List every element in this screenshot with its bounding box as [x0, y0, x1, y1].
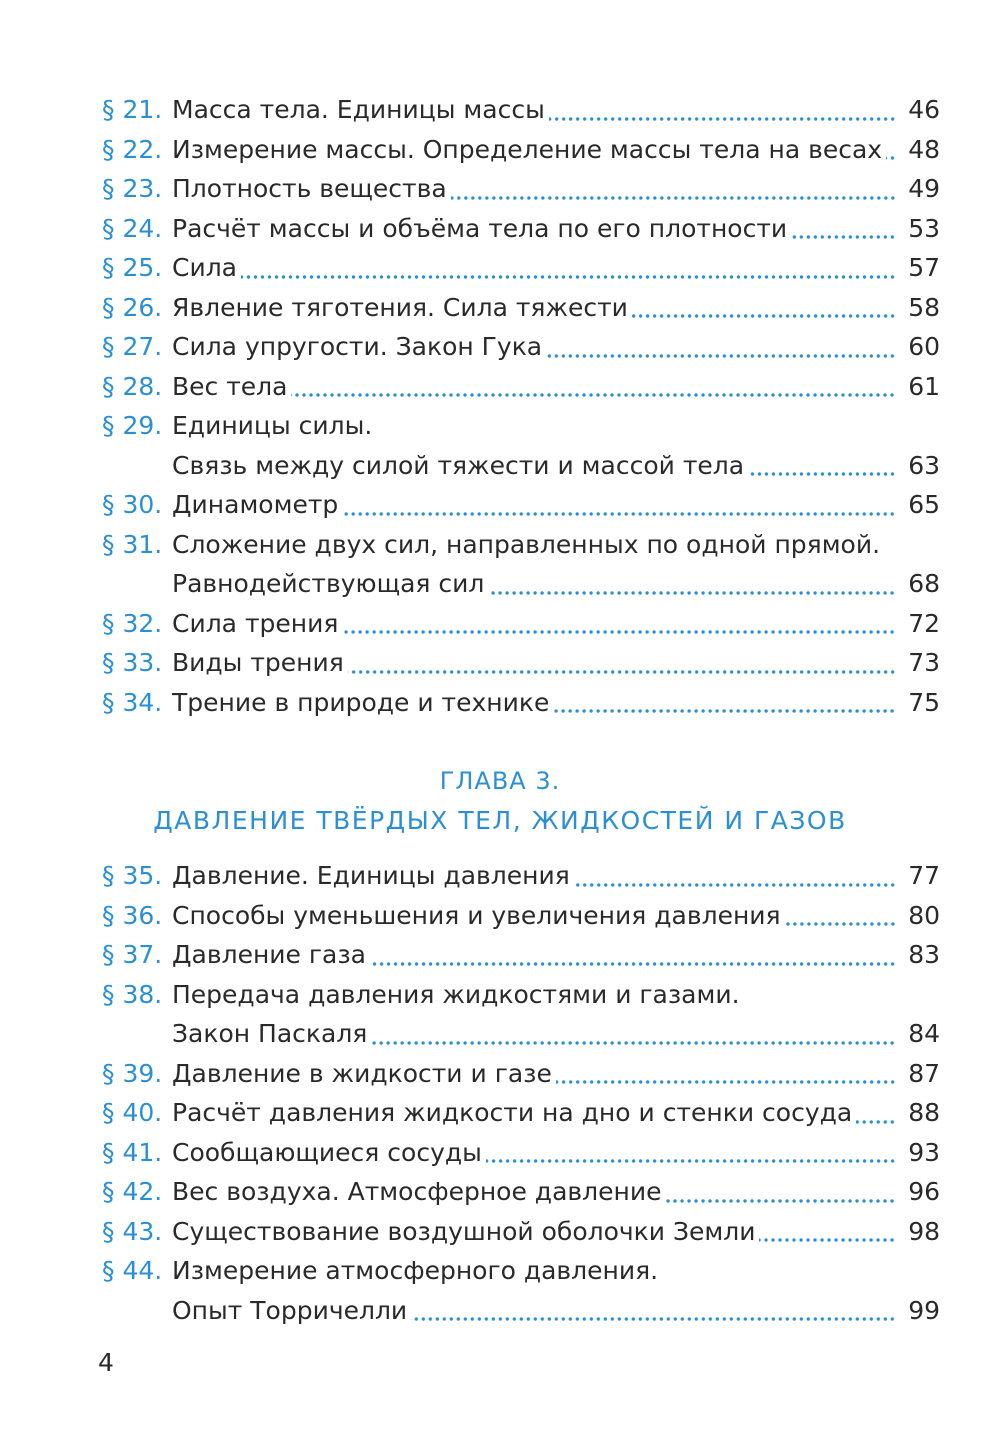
- section-title: Способы уменьшения и увеличения давления: [172, 900, 781, 930]
- chapter-label: ГЛАВА 3.: [439, 767, 561, 795]
- section-title: Масса тела. Единицы массы: [172, 95, 545, 124]
- section-number: § 42.: [102, 1177, 163, 1206]
- section-title: Динамометр: [172, 490, 339, 519]
- section-number: § 35.: [102, 861, 163, 890]
- section-number: § 36.: [102, 900, 163, 930]
- toc-entry: [0, 1054, 1000, 1094]
- toc-entry: [0, 564, 1000, 604]
- toc-entry: [0, 1133, 1000, 1173]
- toc-entry-line: [172, 130, 940, 170]
- section-title: Измерение массы. Определение массы тела на весах: [172, 134, 883, 164]
- toc-entry-line: [172, 1093, 940, 1133]
- dot-leader: [556, 1080, 896, 1084]
- toc-entry-line: [172, 327, 940, 367]
- dot-leader: [241, 275, 896, 279]
- section-title: Явление тяготения. Сила тяжести: [172, 292, 628, 322]
- section-number: § 23.: [102, 174, 163, 203]
- chapter-heading: [0, 761, 1000, 841]
- section-title: Связь между силой тяжести и массой тела: [172, 450, 745, 480]
- toc-entry-line: [172, 643, 940, 683]
- toc-entry-line: [172, 564, 940, 604]
- section-number: § 31.: [102, 529, 163, 559]
- dot-leader: [856, 1120, 896, 1124]
- section-number: § 41.: [102, 1137, 163, 1167]
- toc-entry-line: [172, 1014, 940, 1054]
- toc-entry: [0, 485, 1000, 525]
- section-number: § 37.: [102, 940, 163, 969]
- page-ref: 53: [908, 213, 940, 243]
- dot-leader: [370, 962, 896, 966]
- section-number: § 44.: [102, 1256, 163, 1285]
- section-title: Сила трения: [172, 608, 339, 638]
- section-title: Расчёт давления жидкости на дно и стенки сосуда: [172, 1098, 853, 1127]
- toc-entry-line: [172, 209, 940, 249]
- section-title: Трение в природе и технике: [172, 687, 550, 717]
- page-ref: 72: [908, 608, 940, 638]
- toc-entry-line: [172, 367, 940, 407]
- toc-entry: [0, 446, 1000, 486]
- toc-entry-line: [172, 169, 940, 209]
- toc-entry: [0, 209, 1000, 249]
- toc-entry: [0, 406, 1000, 446]
- section-title: Вес тела: [172, 371, 288, 401]
- dot-leader: [348, 670, 896, 674]
- dot-leader: [342, 630, 896, 634]
- toc-entry-line: [172, 1291, 940, 1331]
- dot-leader: [785, 922, 896, 926]
- chapter-title: ДАВЛЕНИЕ ТВЁРДЫХ ТЕЛ, ЖИДКОСТЕЙ И ГАЗОВ: [153, 806, 847, 835]
- toc-entry-line: [172, 525, 940, 565]
- section-title: Вес воздуха. Атмосферное давление: [172, 1177, 662, 1206]
- toc-entry-line: [172, 1251, 940, 1291]
- page-ref: 80: [908, 900, 940, 930]
- dot-leader: [748, 472, 896, 476]
- dot-leader: [342, 512, 896, 516]
- dot-leader: [451, 196, 896, 200]
- section-title: Равнодействующая сил: [172, 569, 485, 598]
- page-ref: 75: [908, 687, 940, 717]
- page-ref: 83: [908, 940, 940, 969]
- toc-entry: [0, 327, 1000, 367]
- page-ref: 84: [908, 1019, 940, 1048]
- page-ref: 73: [908, 648, 940, 677]
- dot-leader: [886, 156, 896, 160]
- section-title: Плотность вещества: [172, 174, 447, 203]
- toc-entry-line: [172, 683, 940, 723]
- section-title: Опыт Торричелли: [172, 1295, 408, 1325]
- section-number: § 34.: [102, 687, 163, 717]
- toc-entry: [0, 643, 1000, 683]
- toc-entry: [0, 1291, 1000, 1331]
- section-title: Передача давления жидкостями и газами.: [172, 979, 740, 1009]
- page-ref: 65: [908, 490, 940, 519]
- toc-entry: [0, 367, 1000, 407]
- page-ref: 57: [908, 253, 940, 282]
- section-number: § 25.: [102, 253, 163, 282]
- toc-entry: [0, 1251, 1000, 1291]
- section-title: Существование воздушной оболочки Земли: [172, 1216, 756, 1246]
- dot-leader: [759, 1238, 896, 1242]
- toc-entry-line: [172, 248, 940, 288]
- section-number: § 43.: [102, 1216, 163, 1246]
- toc-entry: [0, 935, 1000, 975]
- toc-entry-line: [172, 1172, 940, 1212]
- page-ref: 63: [908, 450, 940, 480]
- toc-entry-line: [172, 1212, 940, 1252]
- page-number: 4: [98, 1348, 114, 1377]
- section-number: § 30.: [102, 490, 163, 519]
- dot-leader: [574, 883, 896, 887]
- page-ref: 93: [908, 1137, 940, 1167]
- page-ref: 96: [908, 1177, 940, 1206]
- toc-entry-line: [172, 896, 940, 936]
- section-title: Единицы силы.: [172, 411, 373, 440]
- toc-entry-line: [172, 1054, 940, 1094]
- section-number: § 24.: [102, 213, 163, 243]
- dot-leader: [553, 709, 896, 713]
- toc-section-1: [0, 90, 1000, 722]
- toc-entry: [0, 1172, 1000, 1212]
- toc-entry: [0, 896, 1000, 936]
- section-number: § 21.: [102, 95, 163, 124]
- dot-leader: [486, 1159, 896, 1163]
- dot-leader: [546, 354, 896, 358]
- toc-entry-line: [172, 90, 940, 130]
- section-number: § 40.: [102, 1098, 163, 1127]
- page-ref: 77: [908, 861, 940, 890]
- toc-entry-line: [172, 406, 940, 446]
- section-title: Сообщающиеся сосуды: [172, 1137, 482, 1167]
- toc-entry-line: [172, 485, 940, 525]
- dot-leader: [665, 1199, 896, 1203]
- toc-entry: [0, 90, 1000, 130]
- section-number: § 29.: [102, 411, 163, 440]
- section-number: § 38.: [102, 979, 163, 1009]
- section-title: Измерение атмосферного давления.: [172, 1256, 659, 1285]
- section-title: Сложение двух сил, направленных по одной прямой.: [172, 529, 881, 559]
- toc-entry-line: [172, 1133, 940, 1173]
- dot-leader: [291, 393, 896, 397]
- page-ref: 49: [908, 174, 940, 203]
- section-title: Давление. Единицы давления: [172, 861, 570, 890]
- section-title: Сила упругости. Закон Гука: [172, 332, 543, 361]
- toc-entry-line: [172, 604, 940, 644]
- toc-entry: [0, 1212, 1000, 1252]
- toc-entry: [0, 169, 1000, 209]
- toc-entry: [0, 683, 1000, 723]
- page-ref: 48: [908, 134, 940, 164]
- section-number: § 27.: [102, 332, 163, 361]
- page-ref: 98: [908, 1216, 940, 1246]
- page-ref: 87: [908, 1058, 940, 1088]
- toc-entry-line: [172, 975, 940, 1015]
- section-title: Виды трения: [172, 648, 344, 677]
- toc-entry-line: [172, 446, 940, 486]
- toc-entry: [0, 288, 1000, 328]
- toc-section-2: [0, 856, 1000, 1330]
- page-ref: 99: [908, 1295, 940, 1325]
- dot-leader: [632, 314, 896, 318]
- dot-leader: [791, 235, 896, 239]
- toc-entry-line: [172, 856, 940, 896]
- toc-entry-line: [172, 288, 940, 328]
- section-number: § 32.: [102, 608, 163, 638]
- page-ref: 46: [908, 95, 940, 124]
- section-number: § 26.: [102, 292, 163, 322]
- page-ref: 88: [908, 1098, 940, 1127]
- toc-entry: [0, 525, 1000, 565]
- toc-entry: [0, 975, 1000, 1015]
- toc-entry-line: [172, 935, 940, 975]
- toc-entry: [0, 1093, 1000, 1133]
- page-ref: 60: [908, 332, 940, 361]
- toc-entry: [0, 604, 1000, 644]
- section-title: Давление газа: [172, 940, 366, 969]
- toc-entry: [0, 248, 1000, 288]
- page-ref: 58: [908, 292, 940, 322]
- section-number: § 28.: [102, 371, 163, 401]
- section-title: Расчёт массы и объёма тела по его плотности: [172, 213, 788, 243]
- page-ref: 61: [908, 371, 940, 401]
- section-title: Давление в жидкости и газе: [172, 1058, 552, 1088]
- toc-entry: [0, 1014, 1000, 1054]
- section-title: Сила: [172, 253, 238, 282]
- dot-leader: [371, 1041, 896, 1045]
- section-number: § 33.: [102, 648, 163, 677]
- dot-leader: [411, 1317, 896, 1321]
- toc-entry: [0, 856, 1000, 896]
- page-ref: 68: [908, 569, 940, 598]
- section-number: § 39.: [102, 1058, 163, 1088]
- dot-leader: [488, 591, 896, 595]
- section-number: § 22.: [102, 134, 163, 164]
- dot-leader: [549, 117, 896, 121]
- toc-entry: [0, 130, 1000, 170]
- section-title: Закон Паскаля: [172, 1019, 368, 1048]
